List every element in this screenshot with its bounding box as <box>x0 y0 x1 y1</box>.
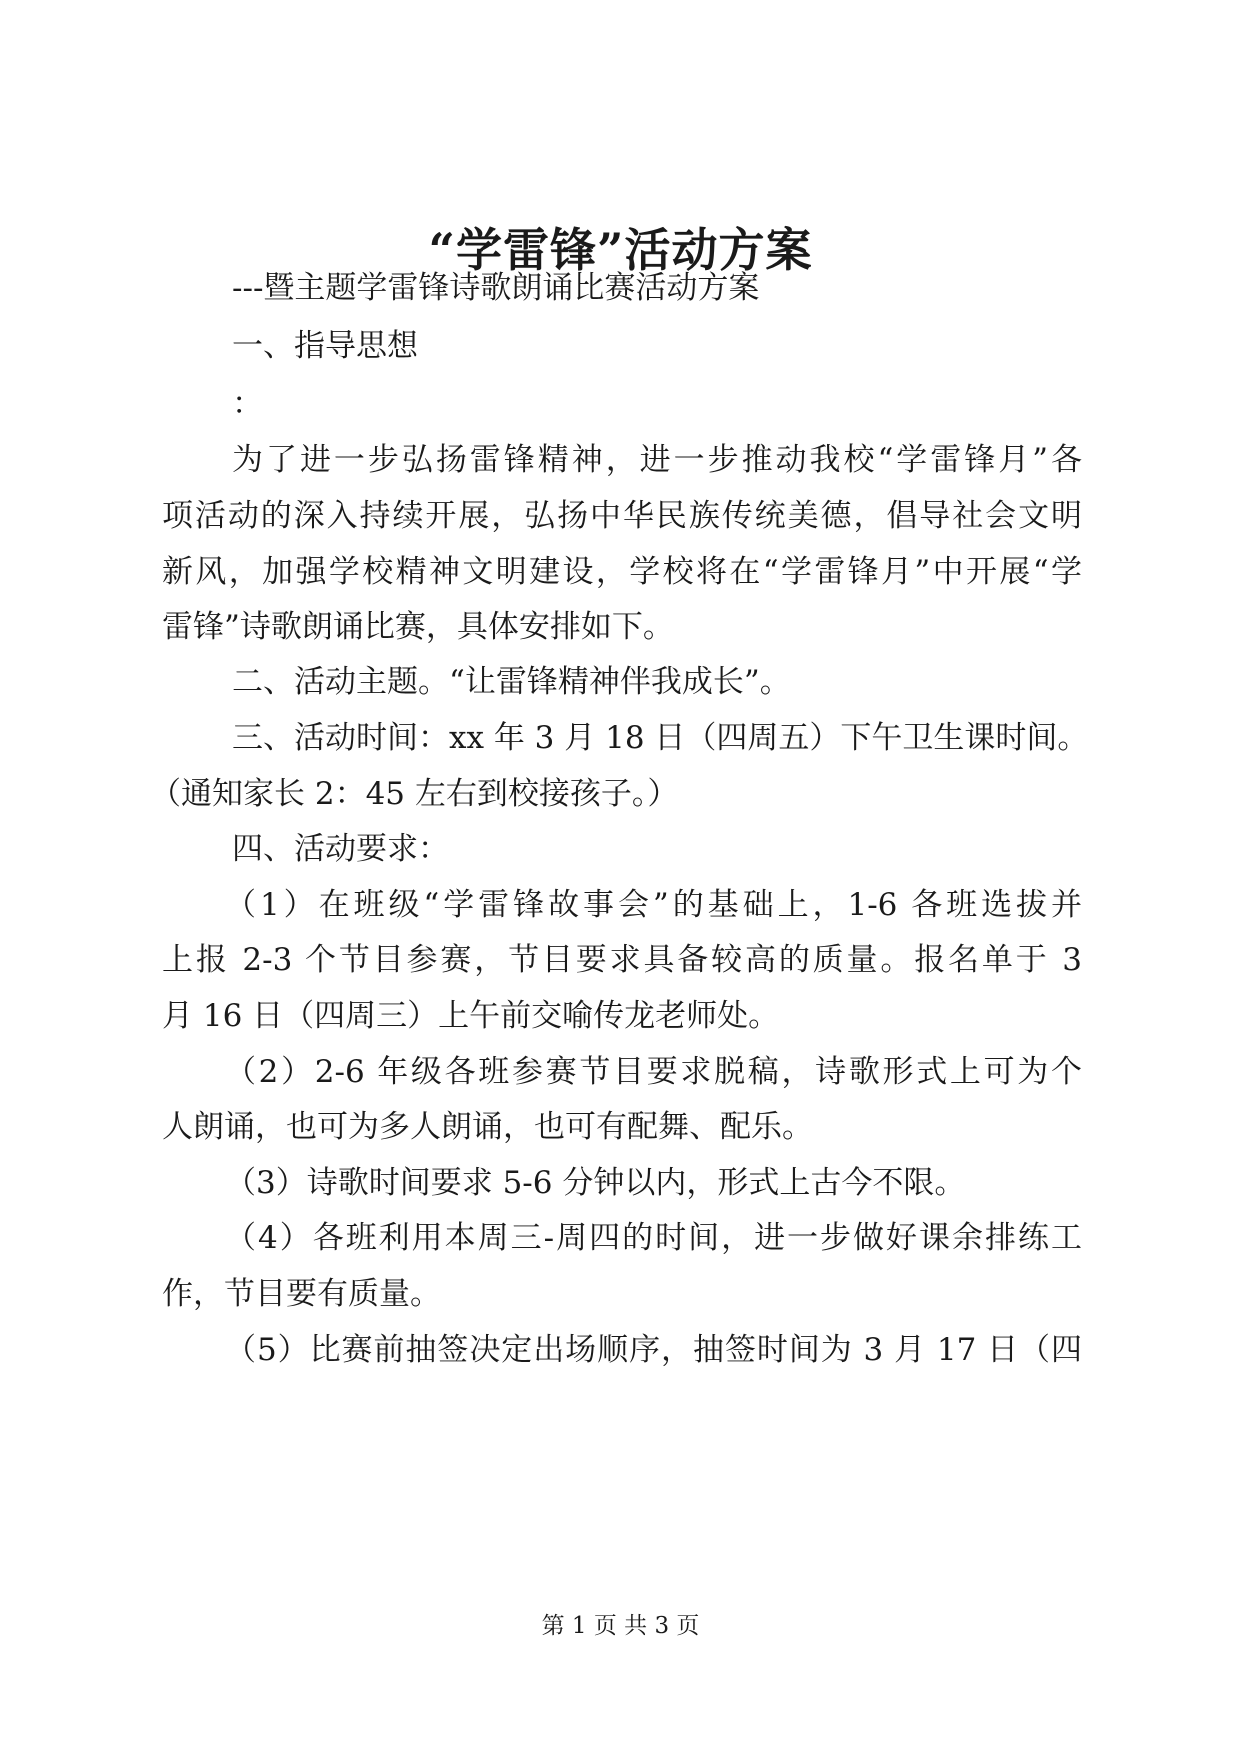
requirement-line: 作，节目要有质量。 <box>162 1276 441 1312</box>
document-title: “学雷锋”活动方案 <box>428 223 813 277</box>
document-subtitle: ---暨主题学雷锋诗歌朗诵比赛活动方案 <box>232 270 760 306</box>
paragraph-line: 雷锋”诗歌朗诵比赛，具体安排如下。 <box>162 609 674 645</box>
requirement-line: （1）在班级“学雷锋故事会”的基础上，1-6 各班选拔并 <box>225 887 1082 923</box>
section-heading-activity-requirements: 四、活动要求： <box>232 831 449 867</box>
section-activity-time: 三、活动时间：xx 年 3 月 18 日（四周五）下午卫生课时间。 <box>232 720 1089 756</box>
requirement-line: （2）2-6 年级各班参赛节目要求脱稿，诗歌形式上可为个 <box>225 1054 1082 1090</box>
requirement-line: （5）比赛前抽签决定出场顺序，抽签时间为 3 月 17 日（四 <box>225 1332 1082 1368</box>
requirement-line: 上报 2-3 个节目参赛，节目要求具备较高的质量。报名单于 3 <box>162 942 1082 978</box>
section-activity-time-note: （通知家长 2：45 左右到校接孩子。） <box>150 776 679 812</box>
colon-line: ： <box>232 386 263 422</box>
paragraph-line: 新风，加强学校精神文明建设，学校将在“学雷锋月”中开展“学 <box>162 554 1082 590</box>
requirement-line: （3）诗歌时间要求 5-6 分钟以内，形式上古今不限。 <box>225 1165 966 1201</box>
paragraph-line: 项活动的深入持续开展，弘扬中华民族传统美德，倡导社会文明 <box>162 498 1082 534</box>
requirement-line: 人朗诵，也可为多人朗诵，也可有配舞、配乐。 <box>162 1109 813 1145</box>
section-activity-theme: 二、活动主题。“让雷锋精神伴我成长”。 <box>232 664 791 700</box>
page-number-footer: 第 1 页 共 3 页 <box>541 1613 700 1639</box>
section-heading-guiding-ideology: 一、指导思想 <box>232 328 418 364</box>
requirement-line: （4）各班利用本周三-周四的时间，进一步做好课余排练工 <box>225 1220 1082 1256</box>
requirement-line: 月 16 日（四周三）上午前交喻传龙老师处。 <box>162 998 780 1034</box>
paragraph-line: 为了进一步弘扬雷锋精神，进一步推动我校“学雷锋月”各 <box>232 442 1082 478</box>
